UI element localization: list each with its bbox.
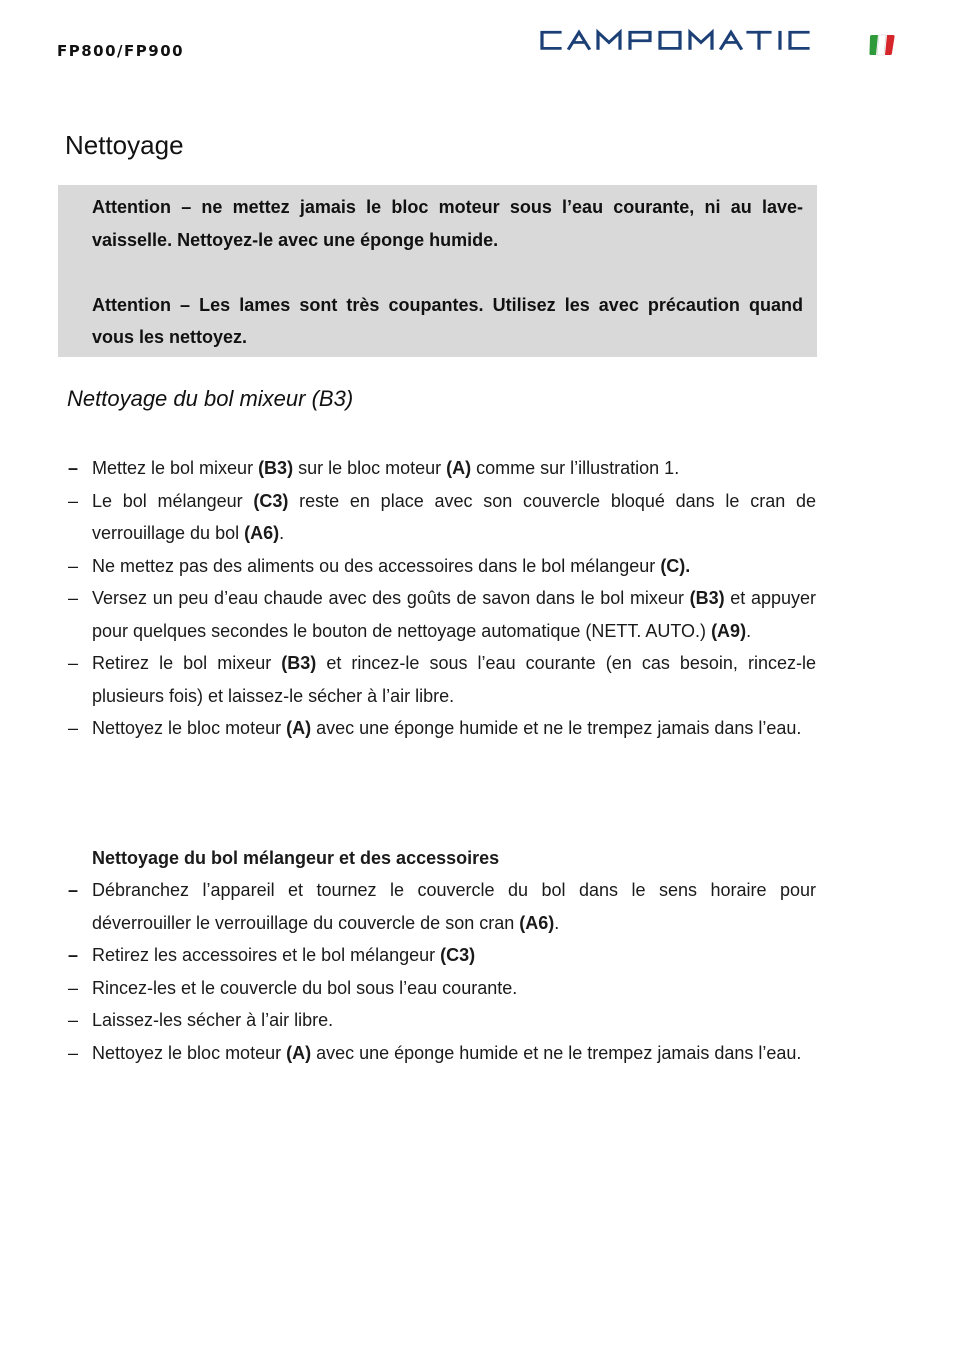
part-reference: (C3) bbox=[253, 490, 289, 511]
list-item bbox=[0, 874, 816, 939]
item-text: comme sur l’illustration 1. bbox=[471, 458, 680, 478]
list-item bbox=[0, 972, 816, 1005]
part-reference: (A) bbox=[286, 718, 312, 738]
item-text: et appuyer pour quelques secondes le bouton de nettoyage automatique (NETT. AUTO.) bbox=[92, 588, 816, 641]
item-text: reste en place avec son couvercle bloqué dans le cran de verrouillage du bol bbox=[92, 490, 816, 543]
item-text: . bbox=[279, 523, 285, 543]
item-text: Versez un peu d’eau chaude avec des goûts de savon dans le bol mixeur bbox=[92, 588, 690, 608]
item-text: et rincez-le sous l’eau courante (en cas besoin, rincez-le plusieurs fois) et laissez-le sécher à l’air libre. bbox=[92, 653, 816, 706]
warning-box bbox=[58, 185, 817, 357]
list-item bbox=[0, 485, 816, 550]
item-text: . bbox=[746, 620, 752, 641]
item-text: sur le bloc moteur bbox=[293, 458, 447, 478]
part-reference: (C3) bbox=[440, 945, 476, 965]
list-item bbox=[0, 550, 816, 583]
warning-text: Attention – Les lames sont très coupantes. Utilisez les avec précaution quand vous les nettoyez. bbox=[92, 294, 803, 347]
item-text: Retirez les accessoires et le bol mélangeur bbox=[92, 945, 441, 965]
brand-wordmark-icon bbox=[536, 28, 866, 54]
part-reference: (A6) bbox=[519, 912, 555, 933]
dash-bullet: – bbox=[67, 977, 78, 998]
part-reference: (A6) bbox=[244, 523, 280, 543]
list-item bbox=[0, 582, 816, 647]
item-text: Ne mettez pas des aliments ou des accessoires dans le bol mélangeur bbox=[92, 555, 661, 576]
warning-text: Attention – ne mettez jamais le bloc moteur sous l’eau courante, ni au lave-vaisselle. Nettoyez-le avec une éponge humide. bbox=[92, 197, 803, 250]
list-item bbox=[0, 647, 816, 712]
dash-bullet: – bbox=[67, 653, 78, 673]
subsection-heading: Nettoyage du bol mélangeur et des accessoires bbox=[92, 848, 500, 868]
part-reference: (B3) bbox=[258, 458, 294, 478]
dash-bullet: – bbox=[67, 490, 78, 511]
part-reference: (A9) bbox=[711, 620, 747, 641]
part-reference: (B3) bbox=[281, 653, 317, 673]
list-item bbox=[0, 452, 816, 485]
dash-bullet: – bbox=[67, 1010, 78, 1030]
item-text: Mettez le bol mixeur bbox=[92, 458, 259, 478]
accessory-cleaning-list bbox=[0, 874, 954, 1069]
dash-bullet: – bbox=[67, 588, 78, 608]
italian-flag-icon bbox=[868, 33, 896, 57]
part-reference: (B3) bbox=[689, 588, 725, 608]
list-item bbox=[0, 712, 816, 745]
part-reference: (A) bbox=[286, 1042, 312, 1063]
dash-bullet: – bbox=[67, 718, 78, 738]
list-item bbox=[0, 1037, 816, 1070]
item-text: avec une éponge humide et ne le trempez jamais dans l’eau. bbox=[311, 718, 802, 738]
dash-bullet: – bbox=[67, 880, 78, 900]
item-text: . bbox=[554, 912, 560, 933]
list-item bbox=[0, 939, 816, 972]
brand-logo bbox=[536, 30, 898, 60]
dash-bullet: – bbox=[67, 555, 78, 576]
model-number: FP800/FP900 bbox=[57, 42, 185, 60]
cleaning-steps-list bbox=[0, 452, 954, 745]
page-title: Nettoyage bbox=[65, 130, 184, 160]
item-text: Retirez le bol mixeur bbox=[92, 653, 282, 673]
part-reference: (C). bbox=[660, 555, 691, 576]
dash-bullet: – bbox=[67, 1042, 78, 1063]
dash-bullet: – bbox=[67, 458, 78, 478]
item-text: Nettoyez le bloc moteur bbox=[92, 718, 287, 738]
item-text: Rincez-les et le couvercle du bol sous l’eau courante. bbox=[92, 977, 518, 998]
list-item bbox=[0, 1004, 816, 1037]
item-text: Laissez-les sécher à l’air libre. bbox=[92, 1010, 334, 1030]
item-text: Nettoyez le bloc moteur bbox=[92, 1042, 287, 1063]
item-text: Débranchez l’appareil et tournez le couvercle du bol dans le sens horaire pour déverrouiller le verrouillage du couvercle de son cran bbox=[92, 880, 816, 933]
part-reference: (A) bbox=[446, 458, 472, 478]
item-text: avec une éponge humide et ne le trempez jamais dans l’eau. bbox=[311, 1042, 802, 1063]
section-heading: Nettoyage du bol mixeur (B3) bbox=[67, 386, 354, 411]
item-text: Le bol mélangeur bbox=[92, 490, 254, 511]
dash-bullet: – bbox=[67, 945, 78, 965]
